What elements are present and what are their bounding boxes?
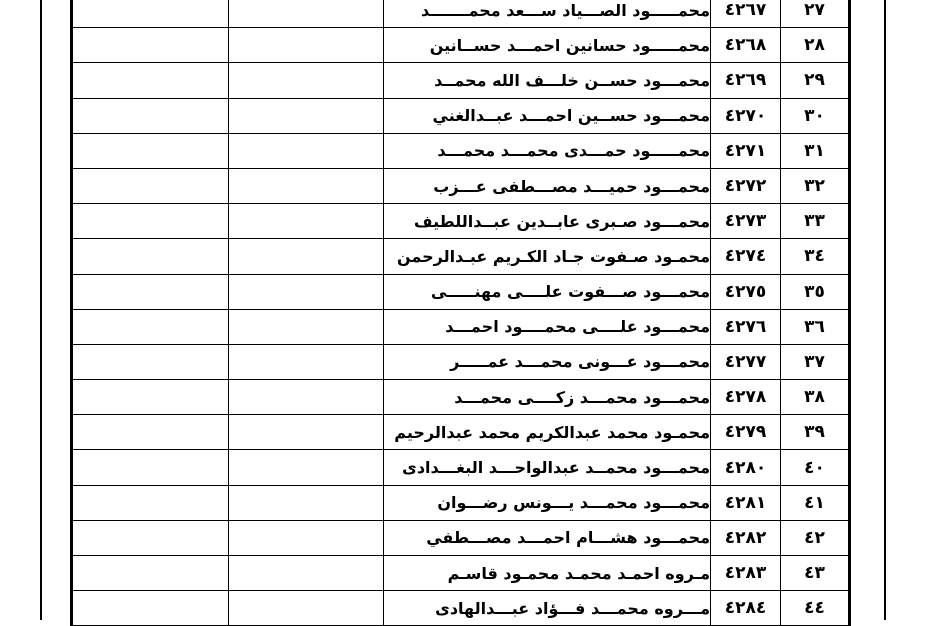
seat-number-cell: ٤٢٨٠ <box>711 450 781 485</box>
seat-number-cell: ٤٢٦٩ <box>711 63 781 98</box>
blank-cell <box>72 485 229 520</box>
seat-number-cell: ٤٢٧٨ <box>711 380 781 415</box>
seat-number-cell: ٤٢٧٩ <box>711 415 781 450</box>
serial-number-cell: ٤٢ <box>781 520 850 555</box>
student-name-cell: مـــروه محمـــد فـــؤاد عبـــدالهادى <box>384 591 711 626</box>
student-name-cell: محمـــــود حمـــدى محمـــد محمـــد <box>384 133 711 168</box>
student-name-cell: محمـــود محمـــد زكــــى محمـــد <box>384 380 711 415</box>
student-name-cell: محمـــود عـــونى محمـــد عمـــــر <box>384 344 711 379</box>
serial-number-cell: ٤٣ <box>781 556 850 591</box>
blank-cell <box>229 309 384 344</box>
seat-number-cell: ٤٢٦٨ <box>711 28 781 63</box>
student-name-cell: مـروه احمـد محمـد محمـود قاسـم <box>384 556 711 591</box>
table-row <box>72 204 850 239</box>
table-row <box>72 344 850 379</box>
seat-number-cell: ٤٢٧٢ <box>711 168 781 203</box>
blank-cell <box>72 0 229 28</box>
blank-cell <box>72 28 229 63</box>
serial-number-cell: ٣٥ <box>781 274 850 309</box>
blank-cell <box>229 63 384 98</box>
blank-cell <box>229 133 384 168</box>
serial-number-cell: ٣٨ <box>781 380 850 415</box>
page-border-left <box>40 0 42 620</box>
table-row <box>72 63 850 98</box>
blank-cell <box>229 98 384 133</box>
student-name-cell: محمـــود هشـــام احمـــد مصـــطفي <box>384 520 711 555</box>
blank-cell <box>72 274 229 309</box>
seat-number-cell: ٤٢٧٧ <box>711 344 781 379</box>
table-row <box>72 133 850 168</box>
student-name-cell: محمـود محمد عبدالكريم محمد عبدالرحيم <box>384 415 711 450</box>
blank-cell <box>229 556 384 591</box>
blank-cell <box>229 204 384 239</box>
blank-cell <box>229 28 384 63</box>
blank-cell <box>72 450 229 485</box>
seat-number-cell: ٤٢٧٥ <box>711 274 781 309</box>
roster-table <box>70 0 851 626</box>
seat-number-cell: ٤٢٨٤ <box>711 591 781 626</box>
serial-number-cell: ٤١ <box>781 485 850 520</box>
blank-cell <box>72 520 229 555</box>
seat-number-cell: ٤٢٧١ <box>711 133 781 168</box>
serial-number-cell: ٣٢ <box>781 168 850 203</box>
student-name-cell: محمـــود محمــد عبدالواحـــد البغـــدادى <box>384 450 711 485</box>
blank-cell <box>229 450 384 485</box>
blank-cell <box>72 309 229 344</box>
blank-cell <box>229 274 384 309</box>
seat-number-cell: ٤٢٧٠ <box>711 98 781 133</box>
table-row <box>72 0 850 28</box>
blank-cell <box>72 380 229 415</box>
student-name-cell: محمـــود حســين احمـــد عبــدالغني <box>384 98 711 133</box>
table-row <box>72 98 850 133</box>
table-row <box>72 591 850 626</box>
blank-cell <box>72 556 229 591</box>
table-row <box>72 520 850 555</box>
student-name-cell: محمـــود حســن خلـــف الله محمــد <box>384 63 711 98</box>
student-name-cell: محمـود صـفوت جـاد الكـريم عبـدالرحمن <box>384 239 711 274</box>
blank-cell <box>72 133 229 168</box>
serial-number-cell: ٣٠ <box>781 98 850 133</box>
table-row <box>72 28 850 63</box>
table-row <box>72 485 850 520</box>
page-border-right <box>884 0 886 620</box>
seat-number-cell: ٤٢٨٣ <box>711 556 781 591</box>
blank-cell <box>229 0 384 28</box>
blank-cell <box>72 415 229 450</box>
roster-body <box>72 0 850 626</box>
table-row <box>72 168 850 203</box>
seat-number-cell: ٤٢٧٦ <box>711 309 781 344</box>
seat-number-cell: ٤٢٨٢ <box>711 520 781 555</box>
blank-cell <box>229 485 384 520</box>
student-name-cell: محمـــود صـبرى عابــدين عبــداللطيف <box>384 204 711 239</box>
blank-cell <box>229 520 384 555</box>
blank-cell <box>72 344 229 379</box>
student-name-cell: محمـــــود حسانين احمـــد حســانين <box>384 28 711 63</box>
blank-cell <box>72 63 229 98</box>
blank-cell <box>229 344 384 379</box>
table-row <box>72 239 850 274</box>
blank-cell <box>72 98 229 133</box>
table-row <box>72 415 850 450</box>
seat-number-cell: ٤٢٧٤ <box>711 239 781 274</box>
serial-number-cell: ٢٧ <box>781 0 850 28</box>
student-name-cell: محمـــود حميـــد مصـــطفى عـــزب <box>384 168 711 203</box>
serial-number-cell: ٣١ <box>781 133 850 168</box>
blank-cell <box>229 239 384 274</box>
serial-number-cell: ٣٦ <box>781 309 850 344</box>
blank-cell <box>229 168 384 203</box>
blank-cell <box>72 168 229 203</box>
table-row <box>72 274 850 309</box>
table-row <box>72 556 850 591</box>
serial-number-cell: ٣٣ <box>781 204 850 239</box>
blank-cell <box>72 204 229 239</box>
table-row <box>72 380 850 415</box>
blank-cell <box>72 591 229 626</box>
student-name-cell: محمـــود محمـــد يـــونس رضـــوان <box>384 485 711 520</box>
serial-number-cell: ٤٠ <box>781 450 850 485</box>
table-row <box>72 450 850 485</box>
student-name-cell: محمـــود علــــى محمــــود احمـــد <box>384 309 711 344</box>
serial-number-cell: ٣٧ <box>781 344 850 379</box>
blank-cell <box>229 591 384 626</box>
seat-number-cell: ٤٢٧٣ <box>711 204 781 239</box>
table-row <box>72 309 850 344</box>
seat-number-cell: ٤٢٨١ <box>711 485 781 520</box>
blank-cell <box>229 415 384 450</box>
serial-number-cell: ٣٩ <box>781 415 850 450</box>
serial-number-cell: ٣٤ <box>781 239 850 274</box>
serial-number-cell: ٤٤ <box>781 591 850 626</box>
blank-cell <box>229 380 384 415</box>
student-name-cell: محمـــــود الصـــياد ســـعد محمـــــــد <box>384 0 711 28</box>
seat-number-cell: ٤٢٦٧ <box>711 0 781 28</box>
serial-number-cell: ٢٩ <box>781 63 850 98</box>
student-name-cell: محمـــود صـــفوت علــــى مهنـــــى <box>384 274 711 309</box>
serial-number-cell: ٢٨ <box>781 28 850 63</box>
blank-cell <box>72 239 229 274</box>
